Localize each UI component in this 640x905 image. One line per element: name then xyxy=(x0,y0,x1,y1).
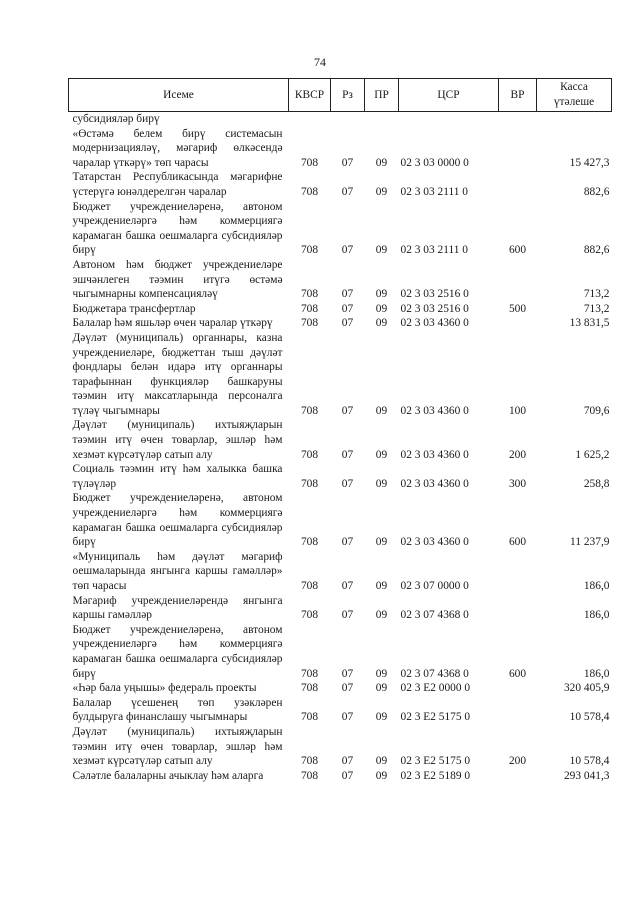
table-row xyxy=(69,623,612,681)
row-rz: 07 xyxy=(341,302,354,315)
row-pr: 09 xyxy=(375,755,388,768)
row-sum: 186,0 xyxy=(583,609,610,622)
row-csr: 02 3 07 4368 0 xyxy=(400,609,469,622)
row-csr: 02 3 03 2111 0 xyxy=(400,244,468,257)
row-csr: 02 3 E2 5175 0 xyxy=(400,755,471,768)
row-name: Мәгариф учреждениеләрендә янгынга каршы гамәлләр xyxy=(72,594,283,622)
row-pr: 09 xyxy=(375,769,388,782)
row-csr: 02 3 03 4360 0 xyxy=(400,536,469,549)
row-rz: 07 xyxy=(341,156,354,169)
row-vr xyxy=(499,696,537,725)
row-kvsr: 708 xyxy=(300,609,319,622)
row-kvsr: 708 xyxy=(300,711,319,724)
table-row xyxy=(69,594,612,623)
row-csr xyxy=(399,112,499,127)
row-name: Бюджетара трансфертлар xyxy=(72,302,196,315)
row-kvsr: 708 xyxy=(300,682,319,695)
row-name: Дәүләт (муниципаль) органнары, казна учреждениеләре, бюджеттан тыш дәүләт фондлары белән идарә итү органнары тарафыннан функцияләр башкаруны тәэмин итү максатларында персоналга түләү чыгымнары xyxy=(72,331,283,417)
row-name: Бюджет учреждениеләренә, автоном учреждениеләргә һәм коммерциягә карамаган башка оешмаларга субсидияләр бирү xyxy=(72,623,283,680)
row-sum: 1 625,2 xyxy=(575,448,610,461)
row-sum: 713,2 xyxy=(583,302,610,315)
row-pr: 09 xyxy=(375,536,388,549)
row-vr xyxy=(499,127,537,171)
row-sum: 15 427,3 xyxy=(569,156,610,169)
row-pr: 09 xyxy=(375,667,388,680)
page-number: 74 xyxy=(314,55,326,69)
budget-table xyxy=(68,78,612,783)
row-csr: 02 3 07 0000 0 xyxy=(400,580,469,592)
row-pr: 09 xyxy=(375,580,388,592)
table-row xyxy=(69,462,612,491)
row-name: Дәүләт (муниципаль) ихтыяҗларын тәэмин итү өчен товарлар, эшләр һәм хезмәт күрсәтүләр сатып алу xyxy=(72,419,283,461)
table-row xyxy=(69,200,612,258)
table-row xyxy=(69,258,612,302)
row-pr: 09 xyxy=(375,404,388,417)
row-kvsr: 708 xyxy=(300,580,319,592)
table-row xyxy=(69,725,612,769)
row-kvsr: 708 xyxy=(300,317,319,330)
row-kvsr: 708 xyxy=(300,477,319,490)
table-row xyxy=(69,316,612,331)
row-sum: 10 578,4 xyxy=(569,755,610,768)
row-vr: 300 xyxy=(508,477,527,490)
row-csr: 02 3 03 4360 0 xyxy=(400,404,469,417)
row-rz: 07 xyxy=(341,288,354,301)
row-sum: 709,6 xyxy=(583,404,610,417)
row-pr: 09 xyxy=(375,244,388,257)
row-pr: 09 xyxy=(375,288,388,301)
row-vr xyxy=(499,258,537,302)
row-name: Балалар үсешенең төп узәкләрен булдыруга финанслашу чыгымнары xyxy=(72,696,283,724)
table-row xyxy=(69,696,612,725)
row-rz: 07 xyxy=(341,711,354,724)
row-vr: 600 xyxy=(508,536,527,549)
row-rz xyxy=(331,112,365,127)
row-vr: 600 xyxy=(508,244,527,257)
row-csr: 02 3 03 2516 0 xyxy=(400,302,469,315)
row-name: Социаль тәэмин итү һәм халыкка башка түләүләр xyxy=(72,463,283,490)
header-vr: ВР xyxy=(499,79,537,112)
row-sum: 186,0 xyxy=(583,580,610,592)
row-sum: 258,8 xyxy=(583,477,610,490)
row-csr: 02 3 E2 5189 0 xyxy=(400,769,471,782)
table-row xyxy=(69,331,612,419)
row-vr xyxy=(499,769,537,784)
row-rz: 07 xyxy=(341,477,354,490)
row-pr: 09 xyxy=(375,711,388,724)
row-csr: 02 3 07 4368 0 xyxy=(400,667,469,680)
row-name: Дәүләт (муниципаль) ихтыяҗларын тәэмин итү өчен товарлар, эшләр һәм хезмәт күрсәтүләр сатып алу xyxy=(72,725,283,768)
row-pr: 09 xyxy=(375,448,388,461)
row-vr xyxy=(499,170,537,199)
row-name: субсидияләр бирү xyxy=(72,113,160,125)
row-sum: 882,6 xyxy=(583,185,610,198)
header-pr: ПР xyxy=(365,79,399,112)
row-rz: 07 xyxy=(341,667,354,680)
table-row xyxy=(69,302,612,317)
row-vr: 500 xyxy=(508,302,527,315)
row-name: Бюджет учреждениеләренә, автоном учреждениеләргә һәм коммерциягә карамаган башка оешмаларга субсидияләр бирү xyxy=(72,492,283,549)
row-vr xyxy=(499,594,537,623)
row-rz: 07 xyxy=(341,404,354,417)
row-rz: 07 xyxy=(341,448,354,461)
row-rz: 07 xyxy=(341,755,354,768)
row-csr: 02 3 E2 0000 0 xyxy=(400,682,471,695)
header-rz: Рз xyxy=(331,79,365,112)
row-sum: 10 578,4 xyxy=(569,711,610,724)
row-name: Автоном һәм бюджет учреждениеләре эшчәнлеген тәэмин итүгә өстәмә чыгымнарны компенсацияләү xyxy=(72,258,283,301)
header-sum: Касса үтәлеше xyxy=(537,79,612,112)
table-row xyxy=(69,550,612,594)
row-vr: 600 xyxy=(508,667,527,680)
row-sum: 713,2 xyxy=(583,288,610,301)
row-pr: 09 xyxy=(375,156,388,169)
row-kvsr xyxy=(289,112,331,127)
row-csr: 02 3 03 4360 0 xyxy=(400,477,469,490)
row-rz: 07 xyxy=(341,580,354,592)
row-csr: 02 3 E2 5175 0 xyxy=(400,711,471,724)
table-row xyxy=(69,681,612,696)
table-row xyxy=(69,491,612,549)
row-kvsr: 708 xyxy=(300,156,319,169)
table-row xyxy=(69,127,612,171)
row-sum xyxy=(537,112,612,127)
row-vr: 100 xyxy=(508,404,527,417)
row-name: Сәләтле балаларны ачыклау һәм аларга xyxy=(72,769,264,782)
row-rz: 07 xyxy=(341,682,354,695)
row-rz: 07 xyxy=(341,317,354,330)
row-kvsr: 708 xyxy=(300,536,319,549)
row-vr xyxy=(499,112,537,127)
row-rz: 07 xyxy=(341,536,354,549)
row-pr: 09 xyxy=(375,302,388,315)
row-csr: 02 3 03 2111 0 xyxy=(400,185,468,198)
table-row xyxy=(69,418,612,462)
header-kvsr: КВСР xyxy=(289,79,331,112)
table-row xyxy=(69,112,612,127)
row-csr: 02 3 03 2516 0 xyxy=(400,288,469,301)
row-sum: 293 041,3 xyxy=(563,769,610,782)
row-kvsr: 708 xyxy=(300,667,319,680)
row-sum: 186,0 xyxy=(583,667,610,680)
row-vr xyxy=(499,316,537,331)
row-pr: 09 xyxy=(375,609,388,622)
row-name: Балалар һәм яшьләр өчен чаралар үткәрү xyxy=(72,317,273,330)
row-sum: 882,6 xyxy=(583,244,610,257)
table-row xyxy=(69,769,612,784)
row-kvsr: 708 xyxy=(300,244,319,257)
row-kvsr: 708 xyxy=(300,769,319,782)
row-vr: 200 xyxy=(508,755,527,768)
row-vr xyxy=(499,681,537,696)
row-sum: 320 405,9 xyxy=(563,682,610,695)
row-pr xyxy=(365,112,399,127)
table-header-row xyxy=(69,79,612,112)
row-name: «Өстәмә белем бирү системасын модернизацияләү, мәгариф өлкәсендә чаралар үткәрү» төп чарасы xyxy=(72,127,283,169)
row-rz: 07 xyxy=(341,244,354,257)
row-rz: 07 xyxy=(341,185,354,198)
row-name: «Муниципаль һәм дәүләт мәгариф оешмаларында янгынга каршы гамәлләр» төп чарасы xyxy=(72,550,283,592)
row-rz: 07 xyxy=(341,609,354,622)
row-kvsr: 708 xyxy=(300,448,319,461)
row-sum: 13 831,5 xyxy=(569,317,610,330)
row-pr: 09 xyxy=(375,317,388,330)
table-row xyxy=(69,170,612,199)
row-name: Татарстан Республикасында мәгарифне үстерүгә юнәлдерелгән чаралар xyxy=(72,171,283,198)
row-name: «Һәр бала уңышы» федераль проекты xyxy=(72,682,257,695)
row-kvsr: 708 xyxy=(300,755,319,768)
row-csr: 02 3 03 4360 0 xyxy=(400,448,469,461)
row-kvsr: 708 xyxy=(300,404,319,417)
row-name: Бюджет учреждениеләренә, автоном учреждениеләргә һәм коммерциягә карамаган башка оешмаларга субсидияләр бирү xyxy=(72,200,283,257)
row-csr: 02 3 03 0000 0 xyxy=(400,156,469,169)
row-kvsr: 708 xyxy=(300,288,319,301)
row-pr: 09 xyxy=(375,185,388,198)
row-csr: 02 3 03 4360 0 xyxy=(400,317,469,330)
row-rz: 07 xyxy=(341,769,354,782)
row-sum: 11 237,9 xyxy=(570,536,610,549)
row-kvsr: 708 xyxy=(300,302,319,315)
table-body xyxy=(69,112,612,784)
header-csr: ЦСР xyxy=(399,79,499,112)
row-kvsr: 708 xyxy=(300,185,319,198)
header-name: Исеме xyxy=(69,79,289,112)
row-vr: 200 xyxy=(508,448,527,461)
row-pr: 09 xyxy=(375,682,388,695)
row-vr xyxy=(499,550,537,594)
row-pr: 09 xyxy=(375,477,388,490)
